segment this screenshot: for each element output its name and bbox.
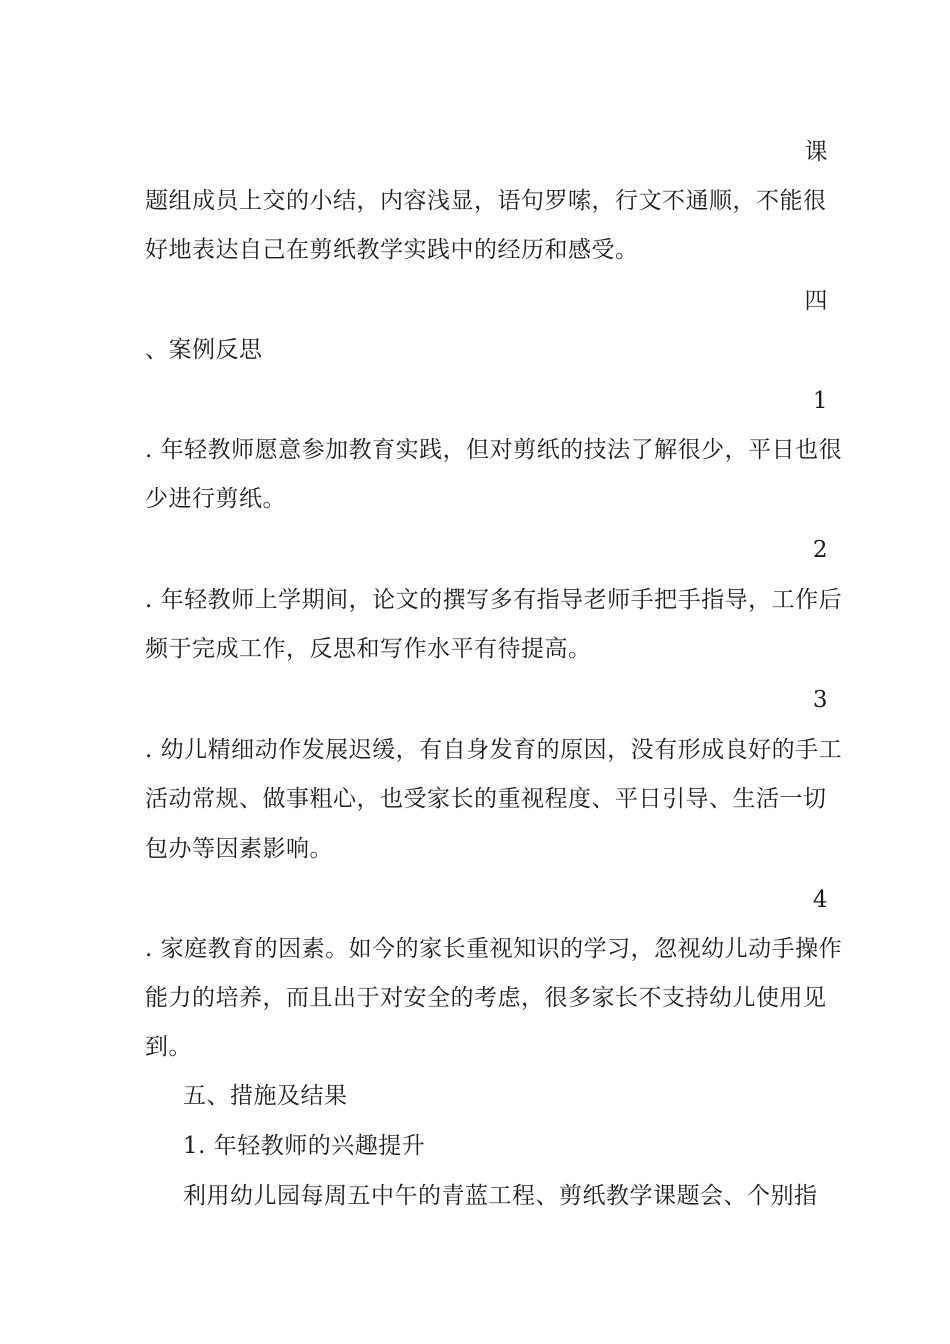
list-number-1: 1 bbox=[812, 388, 828, 414]
text-line: 能力的培养，而且出于对安全的考虑，很多家长不支持幼儿使用见 bbox=[145, 985, 827, 1011]
list-number-3: 3 bbox=[812, 687, 828, 713]
text-line-fragment-ke: 课 bbox=[804, 139, 828, 165]
section-heading-case-reflection: 、案例反思 bbox=[145, 337, 263, 363]
text-line: 包办等因素影响。 bbox=[145, 836, 333, 862]
section-heading-measures-results: 五、措施及结果 bbox=[183, 1083, 348, 1109]
text-line: . 年轻教师愿意参加教育实践，但对剪纸的技法了解很少，平日也很 bbox=[145, 437, 843, 463]
text-line: 到。 bbox=[145, 1034, 192, 1060]
list-number-4: 4 bbox=[812, 887, 828, 913]
text-line: 少进行剪纸。 bbox=[145, 486, 286, 512]
text-line: . 年轻教师上学期间，论文的撰写多有指导老师手把手指导，工作后 bbox=[145, 587, 843, 613]
text-line: 活动常规、做事粗心，也受家长的重视程度、平日引导、生活一切 bbox=[145, 786, 827, 812]
list-number-2: 2 bbox=[812, 537, 828, 563]
section-number-four: 四 bbox=[804, 288, 828, 314]
text-line: 题组成员上交的小结，内容浅显，语句罗嗦，行文不通顺，不能很 bbox=[145, 188, 827, 214]
text-line: . 幼儿精细动作发展迟缓，有自身发育的原因，没有形成良好的手工 bbox=[145, 737, 843, 763]
text-line: 好地表达自己在剪纸教学实践中的经历和感受。 bbox=[145, 237, 639, 263]
text-line: 利用幼儿园每周五中午的青蓝工程、剪纸教学课题会、个别指 bbox=[183, 1183, 818, 1209]
subsection-heading: 1. 年轻教师的兴趣提升 bbox=[183, 1133, 426, 1159]
text-line: . 家庭教育的因素。如今的家长重视知识的学习，忽视幼儿动手操作 bbox=[145, 936, 843, 962]
text-line: 频于完成工作，反思和写作水平有待提高。 bbox=[145, 636, 592, 662]
